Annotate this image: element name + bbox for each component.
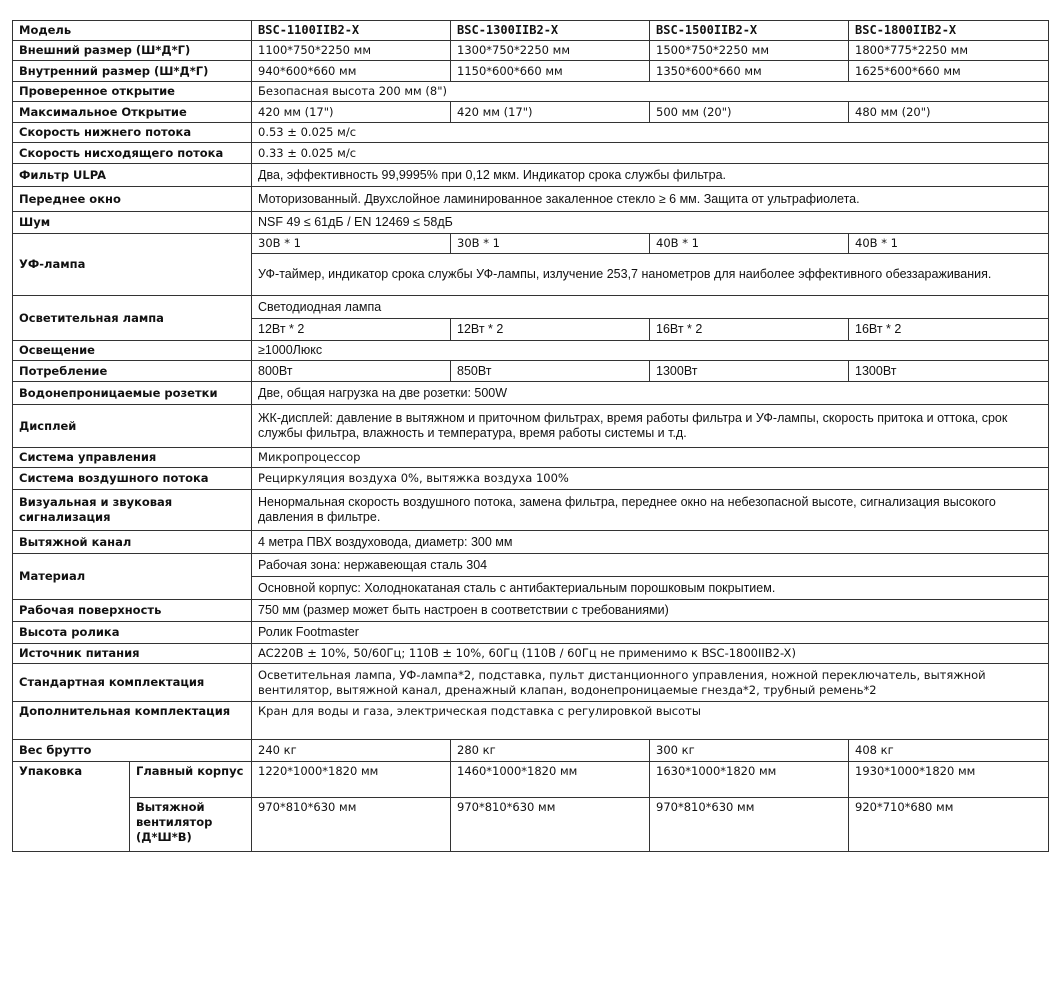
model-name: BSC-1300IIB2-X [451,21,650,41]
cell-value: 240 кг [252,740,451,762]
cell-value: 1300*750*2250 мм [451,41,650,61]
model-name: BSC-1100IIB2-X [252,21,451,41]
row-label: Визуальная и звуковая сигнализация [13,490,252,531]
row-label: Переднее окно [13,187,252,212]
row-packing-main [13,762,1049,798]
row-airflow [13,468,1049,490]
row-label: Внутренний размер (Ш*Д*Г) [13,61,252,82]
cell-value: Кран для воды и газа, электрическая подставка с регулировкой высоты [252,702,1049,740]
cell-value: 1460*1000*1820 мм [451,762,650,798]
cell-value: 40В * 1 [650,234,849,254]
cell-value: 920*710*680 мм [849,798,1049,852]
row-label: УФ-лампа [13,234,252,296]
row-light-lamp [13,296,1049,319]
row-packing-fan [13,798,1049,852]
row-label: Скорость нижнего потока [13,123,252,143]
cell-value: 1800*775*2250 мм [849,41,1049,61]
header-row [13,21,1049,41]
model-name: BSC-1800IIB2-X [849,21,1049,41]
cell-value: 12Вт * 2 [252,319,451,341]
cell-value: ЖК-дисплей: давление в вытяжном и приточном фильтрах, время работы фильтра и УФ-лампы, скорость притока и оттока, срок службы фильтра, влажность и температура, время работы системы и т.д. [252,405,1049,448]
cell-value: Микропроцессор [252,448,1049,468]
row-caster-height [13,622,1049,644]
header-label: Модель [13,21,252,41]
row-work-surface [13,600,1049,622]
row-label: Скорость нисходящего потока [13,143,252,164]
cell-value: 12Вт * 2 [451,319,650,341]
row-sockets [13,382,1049,405]
cell-value: Осветительная лампа, УФ-лампа*2, подставка, пульт дистанционного управления, ножной переключатель, вытяжной вентилятор, вытяжной канал, дренажный клапан, водонепроницаемые гнезда*2, трубный ремень*2 [252,664,1049,702]
row-ulpa-filter [13,164,1049,187]
row-max-opening [13,102,1049,123]
cell-value: Два, эффективность 99,9995% при 0,12 мкм. Индикатор срока службы фильтра. [252,164,1049,187]
cell-value: 1150*600*660 мм [451,61,650,82]
cell-value: 300 кг [650,740,849,762]
row-gross-weight [13,740,1049,762]
cell-value: 0.53 ± 0.025 м/с [252,123,1049,143]
cell-value: 940*600*660 мм [252,61,451,82]
model-name: BSC-1500IIB2-X [650,21,849,41]
cell-value: Моторизованный. Двухслойное ламинированное закаленное стекло ≥ 6 мм. Защита от ультрафиолета. [252,187,1049,212]
row-sublabel: Вытяжной вентилятор (Д*Ш*В) [130,798,252,852]
row-label: Проверенное открытие [13,82,252,102]
row-label: Внешний размер (Ш*Д*Г) [13,41,252,61]
cell-value: Ненормальная скорость воздушного потока, замена фильтра, переднее окно на небезопасной высоте, сигнализация высокого давления в фильтре. [252,490,1049,531]
row-front-window [13,187,1049,212]
row-label: Осветительная лампа [13,296,252,341]
cell-value: 16Вт * 2 [650,319,849,341]
cell-value: ≥1000Люкс [252,341,1049,361]
row-noise [13,212,1049,234]
row-label: Высота ролика [13,622,252,644]
cell-value: 1930*1000*1820 мм [849,762,1049,798]
row-label: Освещение [13,341,252,361]
row-illumination [13,341,1049,361]
cell-value: NSF 49 ≤ 61дБ / EN 12469 ≤ 58дБ [252,212,1049,234]
cell-value: 1300Вт [849,361,1049,382]
row-label: Стандартная комплектация [13,664,252,702]
row-label: Рабочая поверхность [13,600,252,622]
row-standard [13,664,1049,702]
cell-value: 4 метра ПВХ воздуховода, диаметр: 300 мм [252,531,1049,554]
cell-value: Две, общая нагрузка на две розетки: 500W [252,382,1049,405]
cell-value: Безопасная высота 200 мм (8") [252,82,1049,102]
row-label: Упаковка [13,762,130,852]
row-consumption [13,361,1049,382]
row-label: Фильтр ULPA [13,164,252,187]
row-label: Вес брутто [13,740,252,762]
row-inflow-velocity [13,123,1049,143]
row-downflow-velocity [13,143,1049,164]
cell-value: 280 кг [451,740,650,762]
cell-value: 1220*1000*1820 мм [252,762,451,798]
cell-value: 970*810*630 мм [451,798,650,852]
cell-value: Основной корпус: Холоднокатаная сталь с антибактериальным порошковым покрытием. [252,577,1049,600]
row-label: Источник питания [13,644,252,664]
cell-value: 1630*1000*1820 мм [650,762,849,798]
cell-value: 30В * 1 [451,234,650,254]
cell-value: 970*810*630 мм [650,798,849,852]
cell-value: 850Вт [451,361,650,382]
row-label: Шум [13,212,252,234]
cell-value: 1350*600*660 мм [650,61,849,82]
cell-value: Светодиодная лампа [252,296,1049,319]
row-label: Водонепроницаемые розетки [13,382,252,405]
cell-value: 970*810*630 мм [252,798,451,852]
row-control [13,448,1049,468]
cell-value: 500 мм (20") [650,102,849,123]
cell-value: 40В * 1 [849,234,1049,254]
cell-value: 1100*750*2250 мм [252,41,451,61]
cell-value: 0.33 ± 0.025 м/с [252,143,1049,164]
cell-value: AC220В ± 10%, 50/60Гц; 110В ± 10%, 60Гц (110В / 60Гц не применимо к BSC-1800IIB2-X) [252,644,1049,664]
row-display [13,405,1049,448]
cell-value: Рециркуляция воздуха 0%, вытяжка воздуха 100% [252,468,1049,490]
row-tested-opening [13,82,1049,102]
spec-table [12,20,1049,852]
cell-value: 30В * 1 [252,234,451,254]
row-optional [13,702,1049,740]
row-exhaust-duct [13,531,1049,554]
row-uv-lamp [13,234,1049,254]
row-label: Материал [13,554,252,600]
cell-value: 1500*750*2250 мм [650,41,849,61]
cell-value: 480 мм (20") [849,102,1049,123]
cell-value: Ролик Footmaster [252,622,1049,644]
cell-value: 800Вт [252,361,451,382]
row-label: Максимальное Открытие [13,102,252,123]
row-label: Система воздушного потока [13,468,252,490]
row-sublabel: Главный корпус [130,762,252,798]
row-outer-size [13,41,1049,61]
cell-value: УФ-таймер, индикатор срока службы УФ-лампы, излучение 253,7 нанометров для наиболее эффективного обеззараживания. [252,254,1049,296]
cell-value: 1300Вт [650,361,849,382]
cell-value: 420 мм (17") [451,102,650,123]
cell-value: 408 кг [849,740,1049,762]
cell-value: 16Вт * 2 [849,319,1049,341]
row-label: Дисплей [13,405,252,448]
row-inner-size [13,61,1049,82]
row-label: Система управления [13,448,252,468]
row-label: Потребление [13,361,252,382]
row-power [13,644,1049,664]
cell-value: 1625*600*660 мм [849,61,1049,82]
cell-value: Рабочая зона: нержавеющая сталь 304 [252,554,1049,577]
row-material-work-zone [13,554,1049,577]
row-alarm [13,490,1049,531]
row-label: Дополнительная комплектация [13,702,252,740]
row-label: Вытяжной канал [13,531,252,554]
cell-value: 750 мм (размер может быть настроен в соответствии с требованиями) [252,600,1049,622]
cell-value: 420 мм (17") [252,102,451,123]
